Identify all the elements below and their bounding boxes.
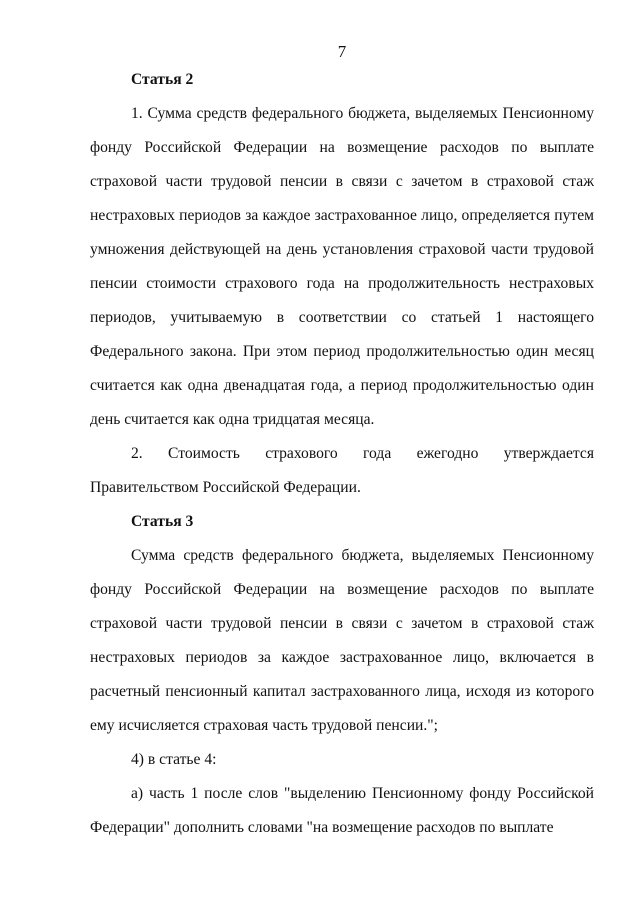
article-2-paragraph-2: 2. Стоимость страхового года ежегодно утверждается Правительством Российской Федерации.: [90, 445, 594, 496]
article-2-heading: Статья 2: [131, 71, 194, 88]
page-number: 7: [337, 42, 347, 61]
document-body: [90, 63, 594, 845]
amendment-item-4: 4) в статье 4:: [131, 751, 217, 768]
article-3-heading: Статья 3: [131, 513, 194, 530]
article-2-paragraph-1: 1. Сумма средств федерального бюджета, выделяемых Пенсионному фонду Российской Федерации на возмещение расходов по выплате страховой части трудовой пенсии в связи с зачетом в страховой стаж нестраховых периодов за каждое застрахованное лицо, определяется путем умножения действующей на день установления страховой части трудовой пенсии стоимости страхового года на продолжительность нестраховых периодов, учитываемую в соответствии со статьей 1 настоящего Федерального закона. При этом период продолжительностью один месяц считается как одна двенадцатая года, а период продолжительностью один день считается как одна тридцатая месяца.: [90, 105, 594, 428]
amendment-subitem-a: а) часть 1 после слов "выделению Пенсионному фонду Российской Федерации" дополнить словами "на возмещение расходов по выплате: [90, 785, 594, 836]
article-3-paragraph: Сумма средств федерального бюджета, выделяемых Пенсионному фонду Российской Федерации на возмещение расходов по выплате страховой части трудовой пенсии в связи с зачетом в страховой стаж нестраховых периодов за каждое застрахованное лицо, включается в расчетный пенсионный капитал застрахованного лица, исходя из которого ему исчисляется страховая часть трудовой пенсии.";: [90, 547, 594, 734]
